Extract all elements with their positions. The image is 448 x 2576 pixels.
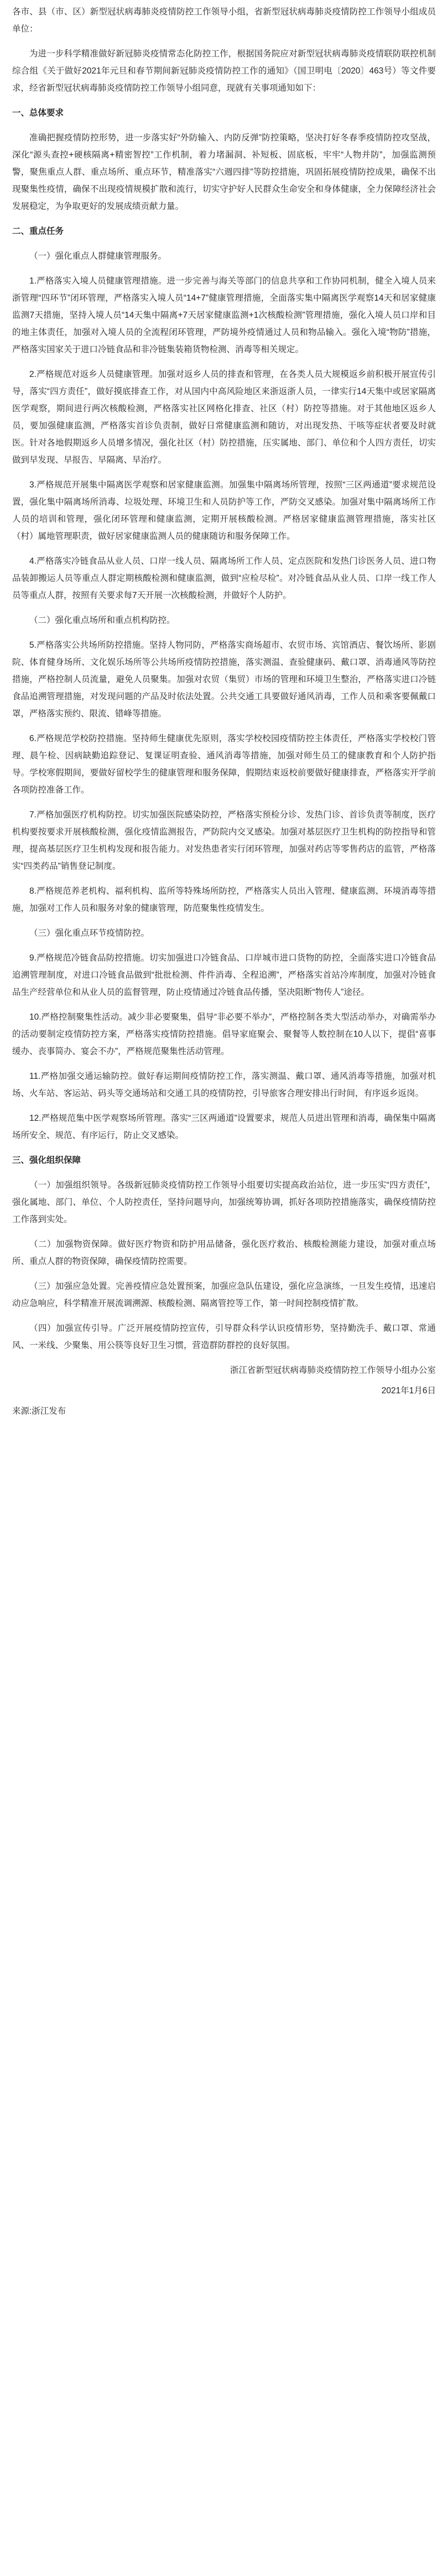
subsection-heading-1: （一）强化重点人群健康管理服务。 [29,251,167,261]
task-paragraph: 2.严格规范对返乡人员健康管理。加强对返乡人员的排查和管理，在各类人员大规模返乡前积极开展宣传引导，落实“四方责任”，做好摸底排查工作，对从国内中高风险地区来浙返浙人员，一律实行14天集中或居家隔离医学观察，期间进行两次核酸检测，严格落实社区网格化排查、社区（村）防控等措施。对于其他地区返乡人员，要加强健康监测，严格落实首诊负责制，做好日常健康监测和随访，对出现发热、干咳等症状者要及时就医。针对各地假期返乡人员增多情况，强化社区（村）防控措施，压实属地、部门、单位和个人四方责任，切实做到早发现、早报告、早隔离、早治疗。 [12,370,436,465]
task-paragraph: 5.严格落实公共场所防控措施。坚持人物同防，严格落实商场超市、农贸市场、宾馆酒店、餐饮场所、影剧院、体育健身场所、文化娱乐场所等公共场所疫情防控措施，落实测温、查验健康码、戴口罩、消毒通风等防控措施，严格控制人员流量，避免人员聚集。加强对农贸（集贸）市场的管理和环境卫生整治，严格落实进口冷链食品追溯管理措施，对发现问题的产品及时依法处置。公共交通工具要做好通风消毒，工作人员和乘客要佩戴口罩，严格落实预约、限流、错峰等措施。 [12,641,436,718]
guarantee-paragraph: （三）加强应急处置。完善疫情应急处置预案，加强应急队伍建设，强化应急演练，一旦发生疫情，迅速启动应急响应，科学精准开展流调溯源、核酸检测、隔离管控等工作，第一时间控制疫情扩散。 [12,1282,436,1308]
task-paragraph: 4.严格落实冷链食品从业人员、口岸一线人员、隔离场所工作人员、定点医院和发热门诊医务人员、进口物品装卸搬运人员等重点人群定期核酸检测和健康监测，做到“应检尽检”。对冷链食品从业人员、口岸一线工作人员等重点人群，按照有关要求每7天开展一次核酸检测，并做好个人防护。 [12,557,436,600]
task-paragraph: 12.严格规范集中医学观察场所管理。落实“三区两通道”设置要求，规范人员进出管理和消毒，确保集中隔离场所安全、规范、有序运行，防止交叉感染。 [12,1114,436,1140]
signature-date: 2021年1月6日 [381,1386,436,1395]
guarantee-paragraph: （二）加强物资保障。做好医疗物资和防护用品储备，强化医疗救治、核酸检测能力建设，加强对重点场所、重点人群的物资保障，确保疫情防控需要。 [12,1240,436,1266]
task-paragraph: 6.严格规范学校防控措施。坚持师生健康优先原则，落实学校校园疫情防控主体责任，严格落实学校校门管理、晨午检、因病缺勤追踪登记、复课证明查验、通风消毒等措施，加强对师生员工的健康教育和个人防护指导。学校寒假期间，要做好留校学生的健康管理和服务保障，假期结束返校前要做好健康排查，严格落实开学前各项防控准备工作。 [12,734,436,795]
task-paragraph: 8.严格规范养老机构、福利机构、监所等特殊场所防控，严格落实人员出入管理、健康监测、环境消毒等措施，加强对工作人员和服务对象的健康管理，防范聚集性疫情发生。 [12,886,436,913]
task-paragraph: 1.严格落实入境人员健康管理措施。进一步完善与海关等部门的信息共享和工作协同机制，健全入境人员来浙管理“四环节”闭环管理，严格落实入境人员“14+7”健康管理措施，全面落实集中隔离医学观察14天和居家健康监测7天措施，坚持入境人员“14天集中隔离+7天居家健康监测+1次核酸检测”管理措施，强化入境人员口岸和目的地主体责任，加强对入境人员的全流程闭环管理，严防境外疫情通过人员和物品输入。强化入境“物防”措施，严格落实国家关于进口冷链食品和非冷链集装箱货物检测、消毒等相关规定。 [12,276,436,354]
section-heading-2: 二、重点任务 [12,227,64,236]
subsection-heading-3: （三）强化重点环节疫情防控。 [29,928,150,938]
source-line: 来源:浙江发布 [12,1407,66,1416]
task-paragraph: 9.严格规范冷链食品防控措施。切实加强进口冷链食品、口岸城市进口货物的防控，全面落实进口冷链食品追溯管理制度，对进口冷链食品做到“批批检测、件件消毒、全程追溯”，严格落实首站冷库制度，加强对冷链食品生产经营单位和从业人员的监督管理，防止疫情通过冷链食品传播，坚决阻断“物传人”途径。 [12,953,436,997]
task-paragraph: 7.严格加强医疗机构防控。切实加强医院感染防控，严格落实预检分诊、发热门诊、首诊负责等制度，医疗机构要按要求开展核酸检测，强化疫情监测报告，严防院内交叉感染。加强对基层医疗卫生机构的防控指导和管理，提高基层医疗卫生机构发现和报告能力。对发热患者实行闭环管理，加强对药店等零售药店的监管，严格落实“四类药品”销售登记制度。 [12,810,436,871]
task-paragraph: 11.严格加强交通运输防控。做好春运期间疫情防控工作，落实测温、戴口罩、通风消毒等措施，加强对机场、火车站、客运站、码头等交通场站和交通工具的疫情防控，引导旅客合理安排出行时间，有序返乡返岗。 [12,1072,436,1098]
signature-org: 浙江省新型冠状病毒肺炎疫情防控工作领导小组办公室 [230,1366,436,1375]
task-paragraph: 10.严格控制聚集性活动。减少非必要聚集，倡导“非必要不举办”，严格控制各类大型活动举办，对确需举办的活动要制定疫情防控方案，严格落实疫情防控措施。倡导家庭聚会、聚餐等人数控制在10人以下，提倡“喜事缓办、丧事简办、宴会不办”，严格规范聚集性活动管理。 [12,1012,436,1056]
intro-paragraph: 为进一步科学精准做好新冠肺炎疫情常态化防控工作，根据国务院应对新型冠状病毒肺炎疫情联防联控机制综合组《关于做好2021年元旦和春节期间新冠肺炎疫情防控工作的通知》（国卫明电〔2020〕463号）等文件要求，经省新型冠状病毒肺炎疫情防控工作领导小组同意，现就有关事项通知如下： [12,49,436,93]
section-heading-3: 三、强化组织保障 [12,1156,81,1165]
addressee: 各市、县（市、区）新型冠状病毒肺炎疫情防控工作领导小组，省新型冠状病毒肺炎疫情防控工作领导小组成员单位： [12,7,436,34]
section-heading-1: 一、总体要求 [12,108,64,118]
guarantee-paragraph: （四）加强宣传引导。广泛开展疫情防控宣传，引导群众科学认识疫情形势，坚持勤洗手、戴口罩、常通风、一米线、少聚集、用公筷等良好卫生习惯，营造群防群控的良好氛围。 [12,1324,436,1350]
guarantee-paragraph: （一）加强组织领导。各级新冠肺炎疫情防控工作领导小组要切实提高政治站位，进一步压实“四方责任”，强化属地、部门、单位、个人防控责任，坚持问题导向，加强统筹协调，抓好各项防控措施落实，确保疫情防控工作落到实处。 [12,1181,436,1224]
task-paragraph: 3.严格规范开展集中隔离医学观察和居家健康监测。加强集中隔离场所管理，按照“三区两通道”要求规范设置，强化集中隔离场所消毒、垃圾处理、环境卫生和人员防护等工作，严防交叉感染。加强对集中隔离场所工作人员的培训和管理，强化闭环管理和健康监测，定期开展核酸检测。严格居家健康监测管理措施，落实社区（村）属地管理职责，做好居家健康监测人员的健康随访和服务保障工作。 [12,480,436,541]
subsection-heading-2: （二）强化重点场所和重点机构防控。 [29,616,175,625]
overall-requirements: 准确把握疫情防控形势，进一步落实好“外防输入、内防反弹”防控策略，坚决打好冬春季疫情防控攻坚战，深化“源头查控+硬核隔离+精密智控”工作机制，着力堵漏洞、补短板、固底板，牢牢“人物并防”，加强监测预警，聚焦重点人群、重点场所、重点环节，精准落实“六週四排”等防控措施，巩固拓展疫情防控成果，确保不出现聚集性疫情，确保不出现疫情规模扩散和流行，切实守护好人民群众生命安全和身体健康，全力保障经济社会发展稳定，为争取更好的发展成绩贡献力量。 [12,133,436,211]
